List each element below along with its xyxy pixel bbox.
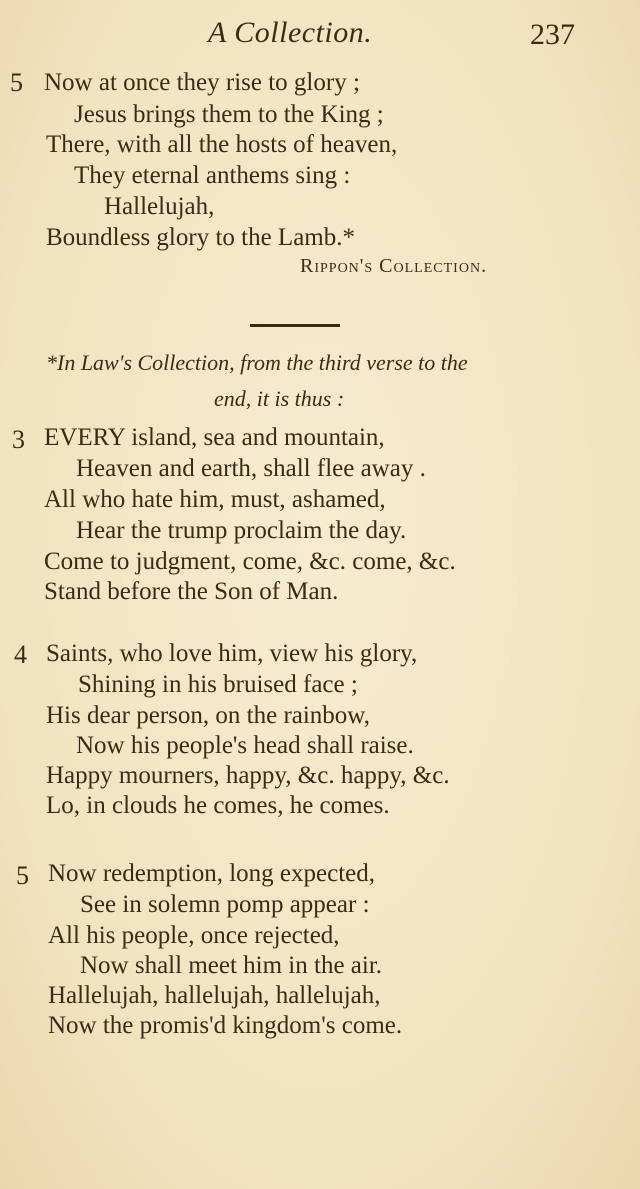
verse-line: Stand before the Son of Man.	[44, 578, 339, 605]
verse-line: Now redemption, long expected,	[48, 860, 375, 887]
verse-line: Now shall meet him in the air.	[80, 952, 383, 979]
running-title: A Collection.	[208, 16, 373, 49]
footnote-line-2: end, it is thus :	[214, 386, 345, 411]
verse-line: Hallelujah,	[104, 193, 215, 220]
verse-line: All who hate him, must, ashamed,	[44, 486, 386, 513]
verse-line: Now his people's head shall raise.	[76, 732, 414, 759]
verse-line: Now at once they rise to glory ;	[44, 69, 360, 96]
stanza-number: 5	[10, 68, 23, 97]
verse-line: Jesus brings them to the King ;	[74, 101, 384, 128]
stanza-number: 4	[14, 640, 27, 669]
verse-line: Shining in his bruised face ;	[78, 671, 358, 698]
verse-line: EVERY island, sea and mountain,	[44, 424, 385, 451]
stanza-number: 5	[16, 861, 29, 890]
verse-line: Hear the trump proclaim the day.	[76, 517, 407, 544]
verse-line: Boundless glory to the Lamb.*	[46, 224, 355, 251]
verse-line: They eternal anthems sing :	[74, 162, 351, 189]
verse-line: See in solemn pomp appear :	[80, 891, 370, 918]
attribution: Rippon's Collection.	[300, 255, 488, 277]
section-divider	[250, 324, 340, 327]
verse-line: Come to judgment, come, &c. come, &c.	[44, 548, 456, 575]
verse-line: Now the promis'd kingdom's come.	[48, 1012, 403, 1039]
verse-line: There, with all the hosts of heaven,	[46, 131, 398, 158]
stanza-number: 3	[12, 425, 25, 454]
verse-line: Saints, who love him, view his glory,	[46, 640, 418, 667]
verse-line: Hallelujah, hallelujah, hallelujah,	[48, 982, 381, 1009]
verse-line: All his people, once rejected,	[48, 922, 340, 949]
verse-line: His dear person, on the rainbow,	[46, 702, 370, 729]
footnote-line-1: *In Law's Collection, from the third verse to the	[46, 350, 468, 375]
page-header	[0, 14, 640, 54]
verse-line: Heaven and earth, shall flee away .	[76, 455, 426, 482]
page-number: 237	[530, 18, 575, 51]
verse-line: Lo, in clouds he comes, he comes.	[46, 792, 390, 819]
verse-line: Happy mourners, happy, &c. happy, &c.	[46, 762, 450, 789]
